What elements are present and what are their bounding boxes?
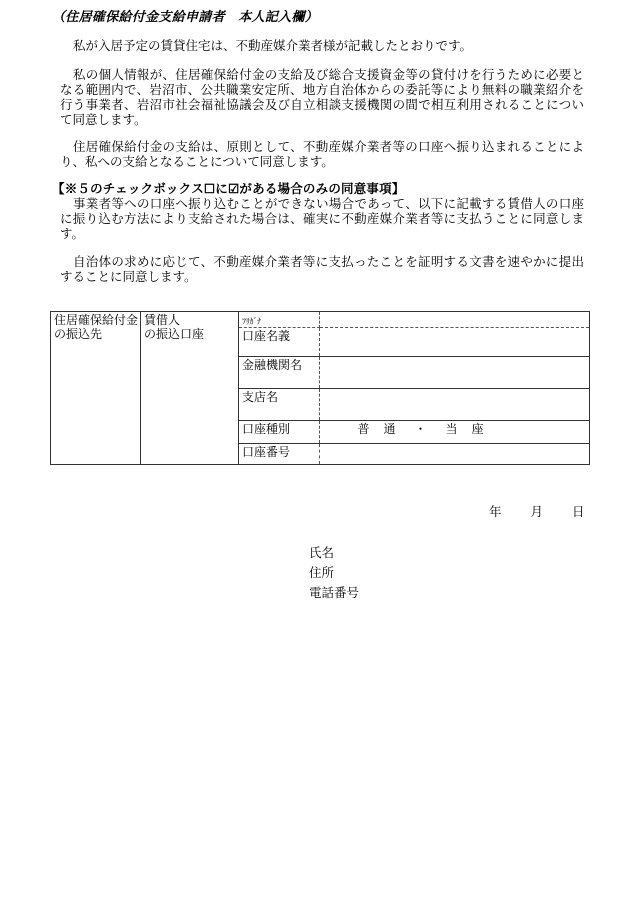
signature-phone-label: 電話番号 — [309, 585, 360, 600]
tenant-account-label-line1: 賃借人 — [144, 313, 181, 327]
branch-name-label: 支店名 — [239, 389, 320, 421]
signature-block — [309, 543, 359, 603]
account-type-label: 口座種別 — [239, 421, 320, 444]
account-type-field[interactable] — [320, 421, 590, 444]
account-type-ordinary-option[interactable]: 普 通 — [357, 422, 397, 436]
conditional-consent-heading: 【※５のチェックボックス☐に☑がある場合のみの同意事項】 — [52, 181, 405, 196]
consent-paragraph-proof-document: 自治体の求めに応じて、不動産媒介業者等に支払ったことを証明する文書を速やかに提出することに同意します。 — [60, 254, 584, 284]
furigana-field[interactable] — [320, 312, 590, 328]
furigana-label — [239, 312, 320, 328]
account-type-separator: ・ — [414, 422, 428, 436]
date-day-label: 日 — [572, 504, 585, 519]
table-row — [51, 312, 590, 328]
bank-account-table — [50, 311, 590, 465]
account-holder-field[interactable] — [320, 328, 590, 357]
account-type-current-option[interactable]: 当 座 — [445, 422, 485, 436]
date-year-label: 年 — [489, 504, 502, 519]
date-line — [489, 504, 585, 519]
branch-name-field[interactable] — [320, 389, 590, 421]
account-number-label: 口座番号 — [239, 444, 320, 465]
account-holder-label: 口座名義 — [239, 328, 320, 357]
date-month-label: 月 — [530, 504, 544, 519]
page-heading: （住居確保給付金支給申請者 本人記入欄） — [52, 10, 319, 25]
consent-paragraph-tenant-account: 事業者等への口座へ振り込むことができない場合であって、以下に記載する賃借人の口座に振り込む方法により支給された場合は、確実に不動産媒介業者等に支払うことに同意します。 — [60, 196, 584, 241]
tenant-account-label-line2: の振込口座 — [144, 327, 205, 341]
furigana-label-text: ﾌﾘｶﾞﾅ — [242, 317, 261, 326]
bank-name-label: 金融機関名 — [239, 357, 320, 389]
consent-paragraph-payment: 住居確保給付金の支給は、原則として、不動産媒介業者等の口座へ振り込まれることにより、私への支給となることについて同意します。 — [60, 139, 584, 169]
consent-paragraph-personal-info: 私の個人情報が、住居確保給付金の支給及び総合支援資金等の貸付けを行うために必要となる範囲内で、岩沼市、公共職業安定所、地方自治体からの委託等により無料の職業紹介を行う事業者、岩沼市社会福祉協議会及び自立相談支援機関の間で相互利用されることについて同意します。 — [60, 67, 584, 127]
signature-address-label: 住所 — [309, 565, 335, 580]
transfer-destination-label-line1: 住居確保給付金 — [54, 313, 139, 327]
signature-name-label: 氏名 — [309, 545, 335, 560]
consent-paragraph-housing: 私が入居予定の賃貸住宅は、不動産媒介業者様が記載したとおりです。 — [73, 38, 473, 53]
transfer-destination-label — [51, 312, 141, 465]
tenant-account-label — [141, 312, 239, 465]
bank-name-field[interactable] — [320, 357, 590, 389]
account-number-field[interactable] — [320, 444, 590, 465]
transfer-destination-label-line2: の振込先 — [54, 327, 103, 341]
